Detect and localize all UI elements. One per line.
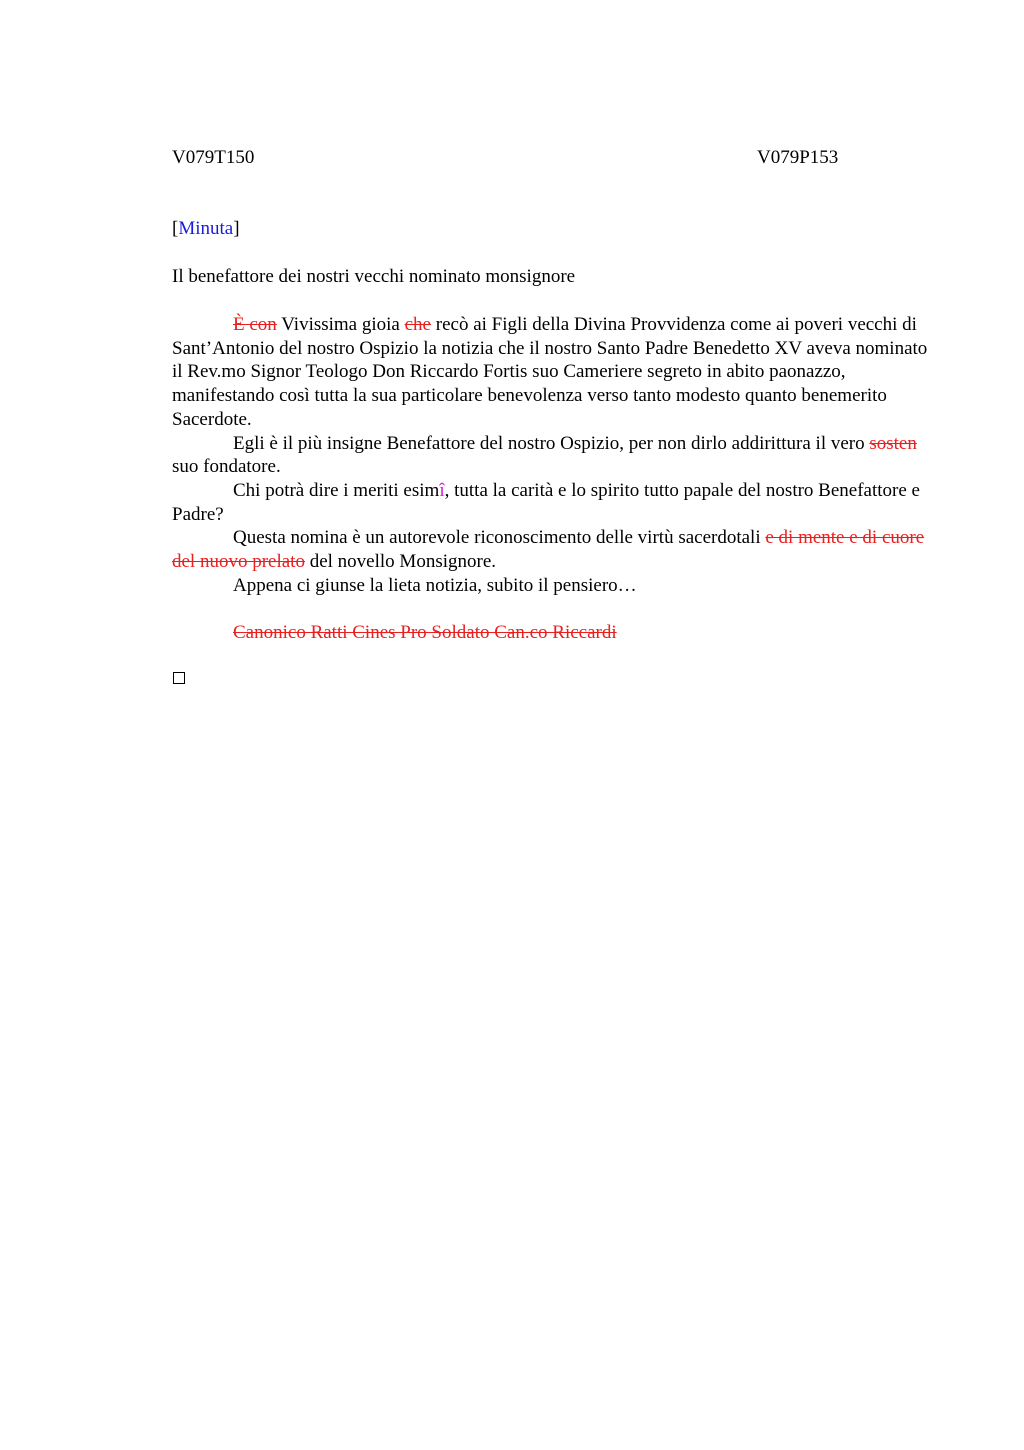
deleted-text: È con [233,314,277,335]
reference-code-right: V079P153 [757,147,839,168]
deleted-text: sosten [869,432,917,454]
paragraph-2 [172,432,932,479]
deleted-text: che [404,314,431,335]
document-title: Il benefattore dei nostri vecchi nominato monsignore [172,266,576,287]
close-bracket: ] [233,218,240,239]
paragraph-text: suo fondatore. [172,456,281,478]
document-header [172,147,932,171]
paragraph-text: , tutta la carità e lo spirito tutto papale del nostro Benefattore e Padre? [172,479,920,525]
deleted-footer-note: Canonico Ratti Cines Pro Soldato Can.co Riccardi [233,622,617,643]
reference-code-left: V079T150 [172,147,255,168]
deleted-text: e di mente e di cuore del nuovo prelato [172,527,925,573]
paragraph-text: Questa nomina è un autorevole riconoscimento delle virtù sacerdotali [233,527,766,549]
checkbox-square-icon [173,672,185,684]
paragraph-text: Egli è il più insigne Benefattore del nostro Ospizio, per non dirlo addirittura il vero [233,432,870,454]
paragraph-text: Chi potrà dire i meriti esim [233,479,440,501]
paragraph-3 [172,479,932,526]
paragraph-text: Vivissima gioia [276,314,405,335]
paragraph-text: Appena ci giunse la lieta notizia, subito il pensiero… [233,574,637,596]
document-body [172,313,932,597]
paragraph-1 [172,313,932,432]
correction-mark: î [439,479,445,501]
open-bracket: [ [172,218,179,239]
minuta-label [172,218,240,240]
paragraph-5 [172,574,932,598]
minuta-text: Minuta [178,218,234,239]
paragraph-4 [172,526,932,573]
paragraph-text: recò ai Figli della Divina Provvidenza come ai poveri vecchi di Sant’Antonio del nostro Ospizio la notizia che il nostro Santo Padre Benedetto XV aveva nominato il Rev.mo Signor Teologo Don Riccardo Fortis suo Cameriere segreto in abito paonazzo, manifestando così tutta la sua particolare benevolenza verso tanto modesto quanto benemerito Sacerdote. [172,314,928,430]
paragraph-text: del novello Monsignore. [304,551,496,573]
